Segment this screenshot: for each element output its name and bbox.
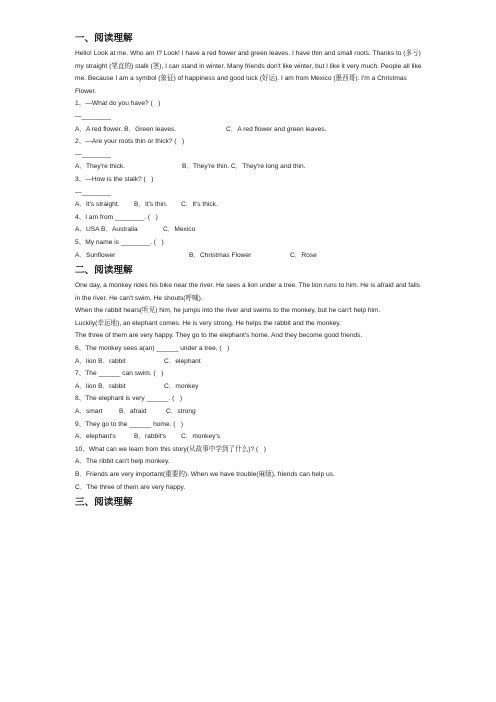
question-5 xyxy=(75,237,424,262)
passage-paragraph: When the rabbit hears(听见) him, he jumps into the river and swims to the monkey, but he can't help him. xyxy=(75,307,381,315)
option: C．It's thick. xyxy=(181,201,218,209)
option: C．elephant xyxy=(164,357,201,365)
question-stem: 1、—What do you have? ( ) xyxy=(75,100,161,108)
question-options xyxy=(75,356,424,369)
option: C．monkey's xyxy=(181,433,220,441)
option: A．lion B．rabbit xyxy=(75,382,126,390)
question-stem: 3、—How is the stalk? ( ) xyxy=(75,175,154,183)
question-stem: 9、They go to the ______ home. ( ) xyxy=(75,420,184,428)
question-8 xyxy=(75,393,424,418)
question-options xyxy=(75,224,424,237)
passage-paragraph: One day, a monkey rides his bike near the river. He sees a lion under a tree. The lion runs to him. He is afraid and falls in the river. He can't swim. He shouts(呼喊). xyxy=(75,282,421,302)
section-1-passage: Hello! Look at me. Who am I? Look! I have a red flower and green leaves. I have thin and small roots. Thanks to (多亏) my straight (笔直的) stalk (茎), I can stand in winter. Many friends don't like winter, but I like it very much. People all like me. Because I am a symbol (象征) of happiness and good luck (好运). I am from Mexico (墨西哥). I'm a Christmas Flower. xyxy=(75,50,422,95)
question-7 xyxy=(75,368,424,393)
option: A．Sunflower xyxy=(75,251,116,259)
question-10 xyxy=(75,444,424,494)
option: C．monkey xyxy=(164,382,199,390)
question-options xyxy=(75,406,424,419)
question-2 xyxy=(75,136,424,174)
question-6 xyxy=(75,343,424,368)
question-9 xyxy=(75,419,424,444)
question-options xyxy=(75,124,424,137)
option: A．lion B．rabbit xyxy=(75,357,126,365)
answer-line: —________ xyxy=(75,188,111,196)
section-3-title: 三、阅读理解 xyxy=(75,497,133,509)
question-stem: 4、I am from ________. ( ) xyxy=(75,213,158,221)
answer-line: —________ xyxy=(75,150,111,158)
question-options xyxy=(75,381,424,394)
question-1 xyxy=(75,98,424,136)
question-options xyxy=(75,161,424,174)
option: C．The three of them are very happy. xyxy=(75,483,186,491)
option: C．strong xyxy=(166,408,196,416)
option: A．USA B．Australia xyxy=(75,226,138,234)
option: B．rabbit's xyxy=(134,433,167,441)
section-1-title: 一、阅读理解 xyxy=(75,33,133,44)
option: B．afraid xyxy=(119,408,147,416)
option: A．smart xyxy=(75,408,103,416)
option: B．Christmas Flower xyxy=(189,251,252,259)
question-stem: 8、The elephant is very ______. ( ) xyxy=(75,395,183,403)
passage-paragraph: Luckily(幸运地), an elephant comes. He is very strong. He helps the rabbit and the monkey. xyxy=(75,319,341,327)
section-2-title: 二、阅读理解 xyxy=(75,265,133,277)
option: A．A red flower. B．Green leaves. xyxy=(75,125,177,133)
option: A．It's straight. xyxy=(75,201,120,209)
question-options xyxy=(75,431,424,444)
option: A．elephant's xyxy=(75,433,116,441)
option: B．Friends are very important(重要的). When we have trouble(麻烦), friends can help us. xyxy=(75,471,335,478)
question-3 xyxy=(75,174,424,212)
passage-paragraph: The three of them are very happy. They go to the elephant's home. And they become good friends. xyxy=(75,332,363,340)
option: C．Mexico xyxy=(163,226,196,234)
question-options xyxy=(75,199,424,212)
question-stem: 5、My name is ________. ( ) xyxy=(75,238,164,246)
option: A．The ribbit can't help monkey. xyxy=(75,458,170,466)
question-stem: 2、—Are your roots thin or thick? ( ) xyxy=(75,138,185,146)
option: C．Rose xyxy=(290,251,317,259)
option: A．They're thick. xyxy=(75,163,125,171)
question-stem: 6、The monkey sees a(an) ______ under a tree. ( ) xyxy=(75,345,230,353)
option: B．It's thin. xyxy=(134,201,168,209)
question-stem: 7、The ______ can swim. ( ) xyxy=(75,370,164,378)
answer-line: —________ xyxy=(75,112,111,120)
question-options xyxy=(75,250,424,263)
option: C．A red flower and green leaves. xyxy=(226,125,327,133)
question-4 xyxy=(75,212,424,237)
option: B．They're thin. C．They're long and thin. xyxy=(182,163,306,171)
question-stem: 10、What can we learn from this story(从故事中学到了什么)? ( ) xyxy=(75,445,266,453)
